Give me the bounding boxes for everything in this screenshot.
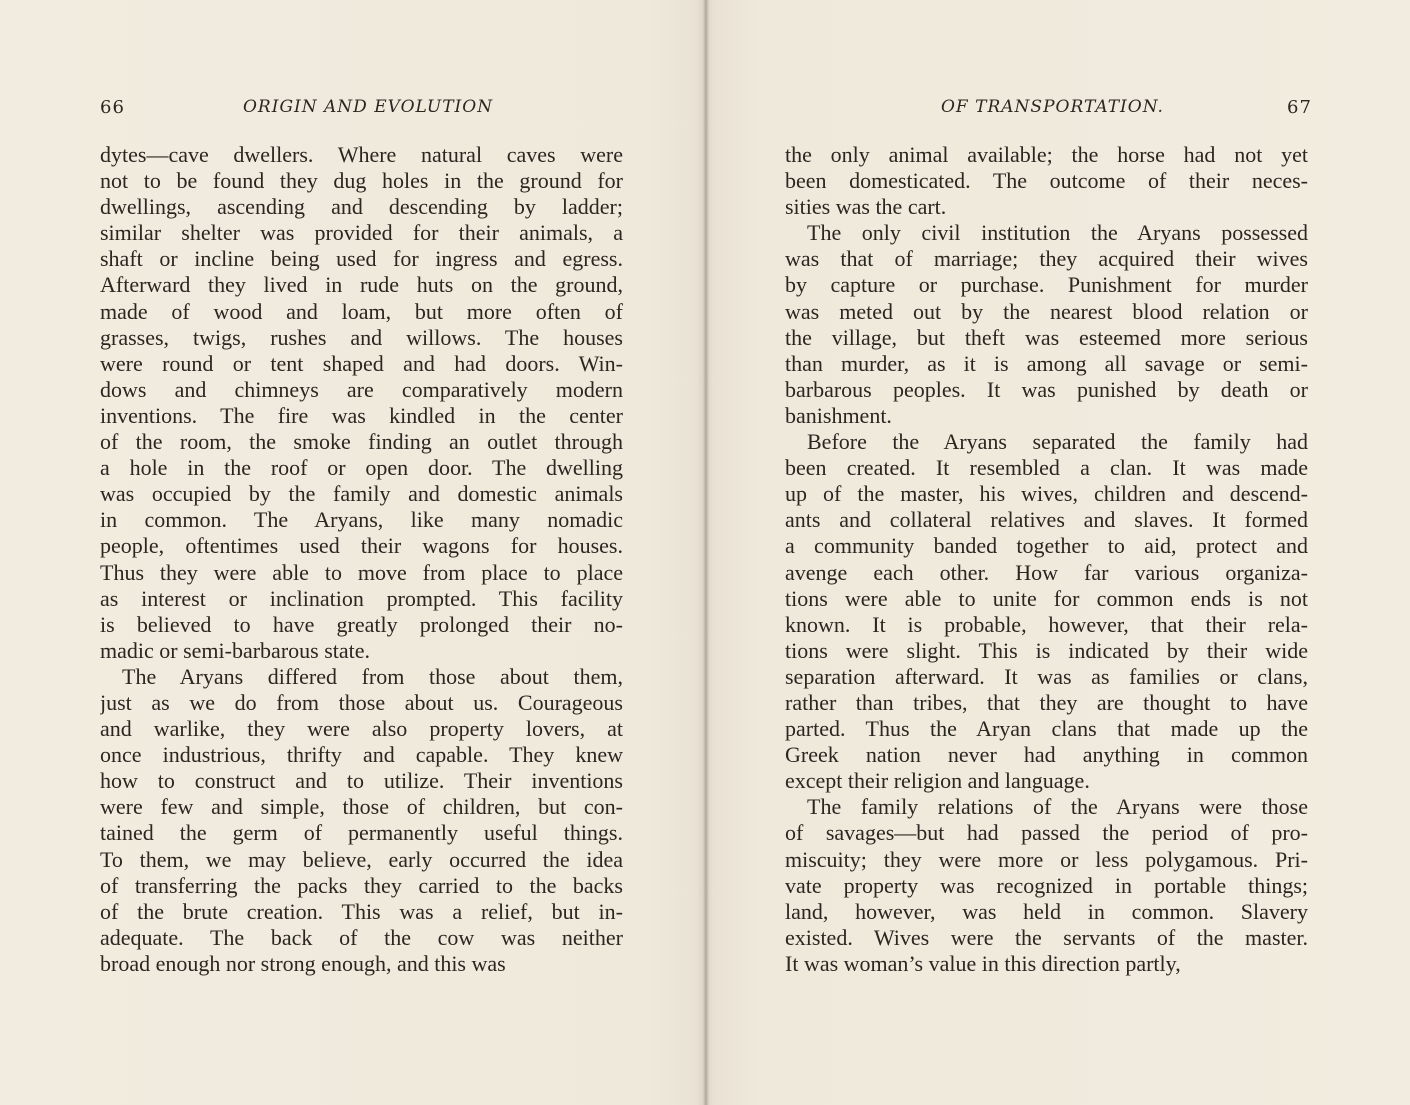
text-line: avenge each other. How far various organiza-: [785, 559, 1308, 585]
text-line: madic or semi-barbarous state.: [100, 637, 371, 663]
text-line: been domesticated. The outcome of their neces-: [785, 168, 1308, 194]
text-line: except their religion and language.: [785, 768, 1090, 794]
left-running-title: ORIGIN AND EVOLUTION: [243, 97, 494, 117]
text-line: dows and chimneys are comparatively modern: [100, 376, 623, 402]
text-line: once industrious, thrifty and capable. They knew: [100, 742, 623, 768]
right-running-head: [705, 97, 1410, 121]
text-line: by capture or purchase. Punishment for murder: [785, 272, 1308, 298]
text-line: land, however, was held in common. Slavery: [785, 898, 1308, 924]
text-line: a community banded together to aid, protect and: [785, 533, 1308, 559]
text-line: people, oftentimes used their wagons for houses.: [100, 533, 623, 559]
text-line: in common. The Aryans, like many nomadic: [100, 507, 623, 533]
left-page-number: 66: [100, 97, 125, 118]
text-line: as interest or inclination prompted. This facility: [100, 585, 623, 611]
text-line: just as we do from those about us. Courageous: [100, 689, 623, 715]
text-line: up of the master, his wives, children and descend-: [785, 481, 1308, 507]
text-line: The Aryans differed from those about them,: [122, 663, 623, 689]
right-page: [705, 0, 1410, 1105]
text-line: The family relations of the Aryans were those: [807, 794, 1308, 820]
text-line: tained the germ of permanently useful things.: [100, 820, 623, 846]
text-line: It was woman’s value in this direction partly,: [785, 950, 1181, 976]
text-line: rather than tribes, that they are thought to have: [785, 689, 1308, 715]
left-body-text: [100, 142, 623, 977]
left-running-head: [0, 97, 705, 121]
text-line: of transferring the packs they carried to the backs: [100, 872, 623, 898]
text-line: broad enough nor strong enough, and this was: [100, 950, 506, 976]
right-running-title: OF TRANSPORTATION.: [941, 97, 1164, 117]
text-line: Thus they were able to move from place to place: [100, 559, 623, 585]
text-line: similar shelter was provided for their animals, a: [100, 220, 623, 246]
text-line: of savages—but had passed the period of pro-: [785, 820, 1308, 846]
text-line: barbarous peoples. It was punished by death or: [785, 376, 1308, 402]
text-line: dytes—cave dwellers. Where natural caves were: [100, 142, 623, 167]
text-line: vate property was recognized in portable things;: [785, 872, 1308, 898]
text-line: inventions. The fire was kindled in the center: [100, 402, 623, 428]
text-line: a hole in the roof or open door. The dwelling: [100, 455, 623, 481]
text-line: were round or tent shaped and had doors. Win-: [100, 350, 623, 376]
text-line: tions were able to unite for common ends is not: [785, 585, 1308, 611]
text-line: tions were slight. This is indicated by their wide: [785, 637, 1308, 663]
text-line: were few and simple, those of children, but con-: [100, 794, 623, 820]
text-line: banishment.: [785, 402, 892, 428]
text-line: how to construct and to utilize. Their inventions: [100, 768, 623, 794]
text-line: made of wood and loam, but more often of: [100, 298, 623, 324]
text-line: shaft or incline being used for ingress and egress.: [100, 246, 623, 272]
text-line: grasses, twigs, rushes and willows. The houses: [100, 324, 623, 350]
text-line: the only animal available; the horse had not yet: [785, 142, 1308, 167]
text-line: is believed to have greatly prolonged their no-: [100, 611, 623, 637]
text-line: the village, but theft was esteemed more serious: [785, 324, 1308, 350]
text-line: miscuity; they were more or less polygamous. Pri-: [785, 846, 1308, 872]
text-line: Before the Aryans separated the family had: [807, 429, 1308, 455]
text-line: of the room, the smoke finding an outlet through: [100, 429, 623, 455]
text-line: been created. It resembled a clan. It was made: [785, 455, 1308, 481]
right-page-number: 67: [1287, 97, 1312, 118]
text-line: and warlike, they were also property lovers, at: [100, 716, 623, 742]
text-line: To them, we may believe, early occurred the idea: [100, 846, 623, 872]
text-line: existed. Wives were the servants of the master.: [785, 924, 1308, 950]
text-line: was that of marriage; they acquired their wives: [785, 246, 1308, 272]
text-line: The only civil institution the Aryans possessed: [807, 220, 1308, 246]
right-body-text: [785, 142, 1308, 977]
text-line: dwellings, ascending and descending by ladder;: [100, 194, 623, 220]
text-line: sities was the cart.: [785, 194, 947, 220]
text-line: was meted out by the nearest blood relation or: [785, 298, 1308, 324]
text-line: parted. Thus the Aryan clans that made up the: [785, 716, 1308, 742]
text-line: ants and collateral relatives and slaves. It formed: [785, 507, 1308, 533]
text-line: Greek nation never had anything in common: [785, 742, 1308, 768]
text-line: Afterward they lived in rude huts on the ground,: [100, 272, 623, 298]
text-line: known. It is probable, however, that their rela-: [785, 611, 1308, 637]
text-line: separation afterward. It was as families or clans,: [785, 663, 1308, 689]
text-line: not to be found they dug holes in the ground for: [100, 168, 623, 194]
text-line: adequate. The back of the cow was neither: [100, 924, 623, 950]
text-line: than murder, as it is among all savage or semi-: [785, 350, 1308, 376]
text-line: was occupied by the family and domestic animals: [100, 481, 623, 507]
text-line: of the brute creation. This was a relief, but in-: [100, 898, 623, 924]
